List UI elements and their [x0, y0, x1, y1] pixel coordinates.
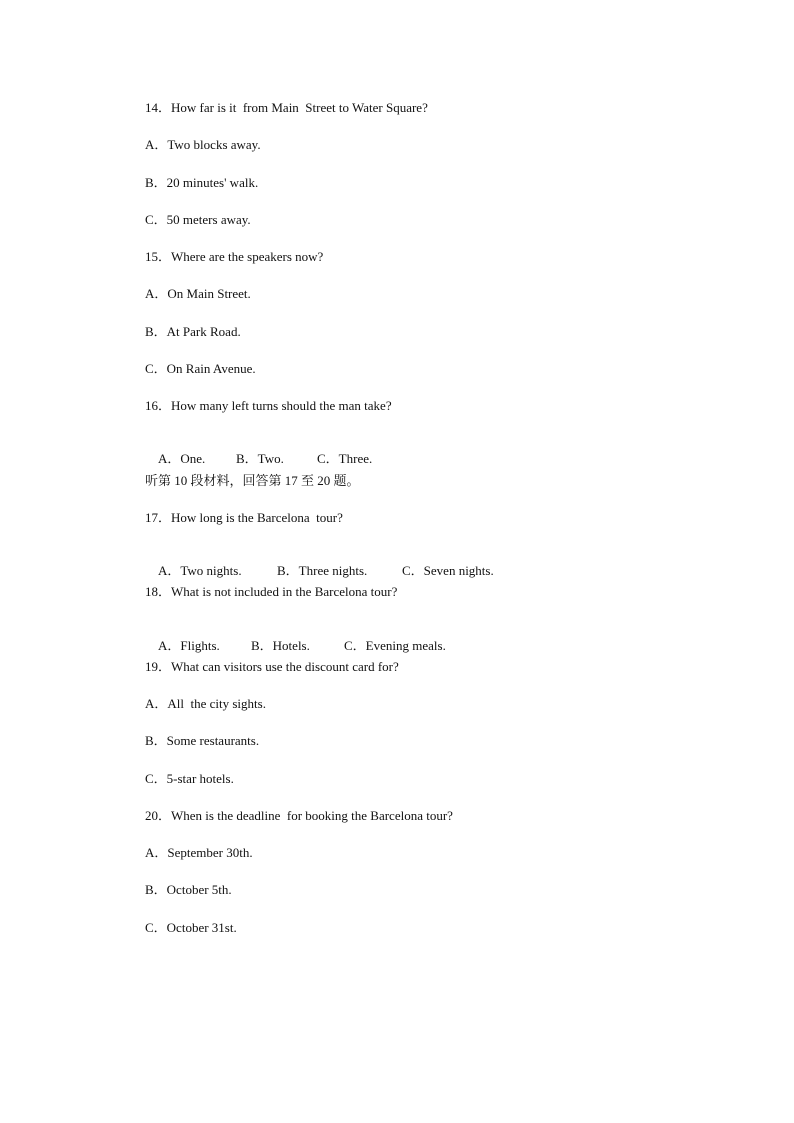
question-17: 17．How long is the Barcelona tour? [145, 510, 343, 525]
option-18b: B．Hotels. [251, 638, 310, 653]
option-17c: C．Seven nights. [402, 563, 494, 578]
option-15b: B．At Park Road. [145, 324, 241, 339]
option-17b: B．Three nights. [277, 563, 368, 578]
question-16: 16．How many left turns should the man take? [145, 398, 392, 413]
option-18a: A．Flights. [158, 638, 220, 653]
option-19a: A．All the city sights. [145, 696, 266, 711]
option-15c: C．On Rain Avenue. [145, 361, 256, 376]
section-instruction: 听第 10 段材料，回答第 17 至 20 题。 [145, 473, 360, 488]
option-18c: C．Evening meals. [344, 638, 446, 653]
option-20c: C．October 31st. [145, 920, 237, 935]
question-20: 20．When is the deadline for booking the Barcelona tour? [145, 808, 453, 823]
option-15a: A．On Main Street. [145, 286, 251, 301]
question-14: 14．How far is it from Main Street to Water Square? [145, 100, 428, 115]
option-17a: A．Two nights. [158, 563, 242, 578]
option-14c: C．50 meters away. [145, 212, 251, 227]
question-19: 19．What can visitors use the discount card for? [145, 659, 399, 674]
question-15: 15．Where are the speakers now? [145, 249, 324, 264]
option-19b: B．Some restaurants. [145, 733, 260, 748]
option-14b: B．20 minutes' walk. [145, 175, 259, 190]
option-16b: B．Two. [236, 451, 284, 466]
option-19c: C．5-star hotels. [145, 771, 234, 786]
option-16c: C．Three. [317, 451, 373, 466]
question-18: 18．What is not included in the Barcelona tour? [145, 584, 398, 599]
option-16a: A．One. [158, 451, 206, 466]
option-20a: A．September 30th. [145, 845, 253, 860]
option-14a: A．Two blocks away. [145, 137, 261, 152]
option-20b: B．October 5th. [145, 882, 232, 897]
